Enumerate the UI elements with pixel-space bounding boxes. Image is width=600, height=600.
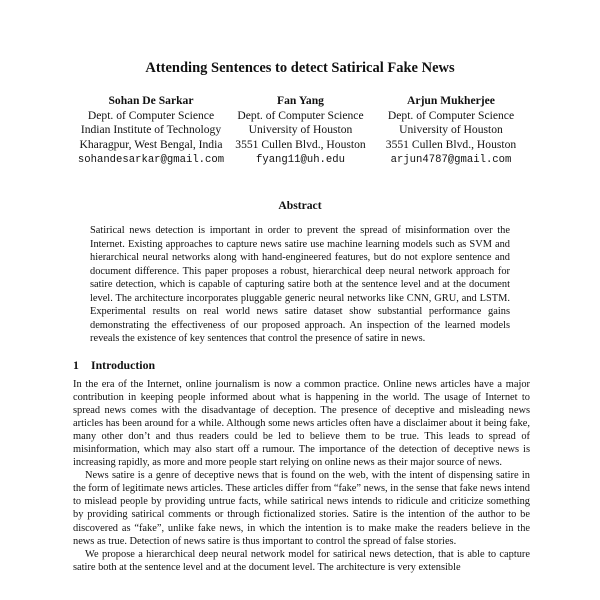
author-institution: Indian Institute of Technology bbox=[80, 123, 222, 137]
section-number: 1 bbox=[73, 358, 79, 372]
author-institution: University of Houston bbox=[248, 123, 353, 137]
author-dept: Dept. of Computer Science bbox=[237, 108, 364, 122]
section-heading bbox=[73, 358, 155, 373]
abstract-text: Satirical news detection is important in order to prevent the spread of misinformation over the Internet. Existing approaches to capture news satire use machine learning models such as SVM and hierarchical neural networks along with hand-engineered features, but do not explore sentence and document difference. This paper proposes a robust, hierarchical deep neural network approach for satire detection, which is capable of capturing satire both at the sentence level and at the document level. The architecture incorporates pluggable generic neural networks like CNN, GRU, and LSTM. Experimental results on real world news satire dataset show substantial performance gains demonstrating the effectiveness of our proposed approach. An inspection of the learned models reveals the existence of key sentences that control the presence of satire in news. bbox=[90, 225, 510, 344]
author-email: fyang11@uh.edu bbox=[255, 153, 345, 166]
section-title: Introduction bbox=[91, 358, 156, 372]
author-address: Kharagpur, West Bengal, India bbox=[79, 138, 223, 152]
author-institution: University of Houston bbox=[399, 123, 503, 137]
author-email: sohandesarkar@gmail.com bbox=[77, 153, 225, 166]
body-paragraph: We propose a hierarchical deep neural network model for satirical news detection, that is able to capture satire both at the sentence level and at the document level. The architecture is very extensible bbox=[73, 548, 530, 573]
abstract-heading: Abstract bbox=[278, 199, 322, 212]
author-name: Fan Yang bbox=[277, 94, 324, 107]
section-body bbox=[73, 378, 530, 574]
author-3 bbox=[380, 94, 522, 168]
author-2 bbox=[232, 94, 369, 168]
author-dept: Dept. of Computer Science bbox=[87, 108, 215, 122]
author-address: 3551 Cullen Blvd., Houston bbox=[385, 138, 517, 152]
author-dept: Dept. of Computer Science bbox=[387, 108, 515, 122]
body-paragraph: News satire is a genre of deceptive news that is found on the web, with the intent of dispensing satire in the form of legitimate news articles. These articles differ from “fake” news, in the sense that fake news intend to mislead people by providing untrue facts, while satirical news intends to ridicule and criticize something by providing satirical comments or through fictionalized stories. Satire is the intention of the author to be discovered as “fake”, unlike fake news, in which the intention is to make make the readers believe in the news as true. Detection of news satire is thus important to control the spread of false stories. bbox=[73, 470, 530, 547]
author-email: arjun4787@gmail.com bbox=[390, 153, 512, 166]
author-name: Sohan De Sarkar bbox=[108, 94, 194, 107]
paper-title: Attending Sentences to detect Satirical Fake News bbox=[145, 60, 455, 76]
body-paragraph: In the era of the Internet, online journalism is now a common practice. Online news articles have a major contribution in keeping people informed about what is happening in the world. The usage of Internet to spread news comes with the disadvantage of deception. The presence of deceptive and misleading news articles has been around for a while. Although some news articles often have a disclaimer about it being fake, many other don’t and thus readers could be led to believe them to be true. This leads to spread of misinformation, which may also start off a rumour. The importance of the detection of deceptive news is increasing rapidly, as more and more people start relying on online news as their major source of news. bbox=[73, 379, 530, 469]
author-1 bbox=[68, 94, 234, 168]
author-name: Arjun Mukherjee bbox=[407, 94, 495, 107]
author-address: 3551 Cullen Blvd., Houston bbox=[235, 138, 366, 152]
